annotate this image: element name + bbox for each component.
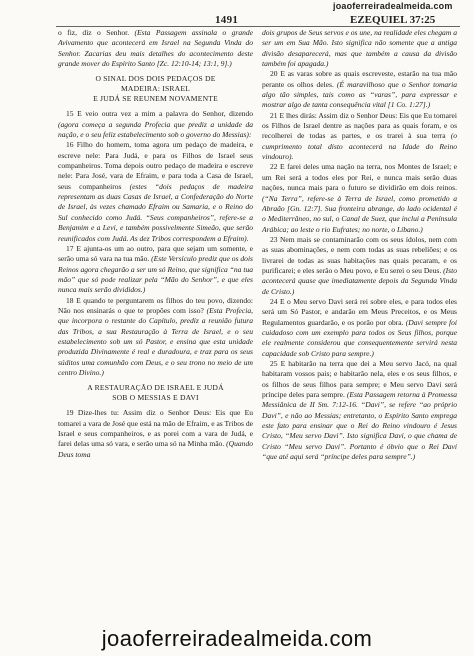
commentary: (Isto acontecerá quase que imediatamente depois da Segunda Vinda de Cristo.) (262, 265, 457, 296)
verse-25 (262, 359, 457, 462)
commentary: (agora começa a segunda Profecia que prediz a unidade da nação, e o seu feliz estabelecimento sob o governo do Messias): (58, 119, 253, 140)
commentary: (“Na Terra”, refere-se à Terra de Israel, como prometido a Abraão [Gn. 12:7]. Sua fronteira abrange, do lado ocidental é o Mediterrâneo, no sul, o Canal de Suez, que inclui a Península Arábica; ao leste o rio Eufrates; no norte, o Líbano.) (262, 193, 457, 234)
page-number: 1491 (215, 14, 239, 26)
verse-text: 17 E ajunta-os um ao outro, para que sejam um somente, e serão uma só vara na tua mão. (58, 243, 253, 264)
commentary: (Quando Deus toma (58, 439, 253, 459)
verse-text: 18 E quando te perguntarem os filhos do teu povo, dizendo: Não nos ensinarás o que te propões com isso? (58, 295, 253, 315)
commentary: (Este Versículo prediz que os dois Reinos agora chegarão a ser um só Reino, que significa “na tua mão” que só pode realizar pela “Mão do Senhor”, e que eles nunca mais serão divididos.) (58, 254, 253, 295)
heading-line: O SINAL DOS DOIS PEDAÇOS DE (95, 74, 216, 84)
verse-18 (58, 296, 253, 379)
commentary: (Esta Passagem retorna à Promessa Messiânica de II Sm. 7:12-16. “Davi”, se refere “ao próprio Davi”, e não ao Messias; entretanto, o Espírito Santo emprega este fato para ensinar que o Rei do Reino vindouro é Jesus Cristo, “Meu servo Davi”. Isto significa Davi, o que chama de Cristo “Meu servo Davi”. Portanto é óbvio que o Rei Davi “que até aqui será “príncipe deles para sempre”.) (262, 390, 458, 462)
verse-text: 16 Filho do homem, toma agora um pedaço de madeira, e escreve nele: Para Judá, e para os Filhos de Israel seus companheiros. Toma depois outro pedaço de madeira e escreve nele: Para José, vara de Efraim, e para toda a Casa de Israel, seus companheiros (58, 140, 253, 191)
verse-text: 15 E veio outra vez a mim a palavra do Senhor, dizendo (66, 109, 253, 119)
heading-line: E JUDÁ SE REUNEM NOVAMENTE (93, 94, 218, 104)
verse-text: 24 E o Meu servo Davi será rei sobre eles, e para todos eles será um Só Pastor, e andarão em Meus Preceitos, e os Meus Regulamentos guardarão, e os porão por obra. (262, 296, 457, 327)
verse-text: 19 Dize-lhes tu: Assim diz o Senhor Deus: Eis que Eu tomarei a vara de José que está na mão de Efraim, e as Tribos de Israel e seus companheiros, e as porei com a vara de Judá, e farei delas uma só vara, e serão uma só na Minha mão. (58, 408, 253, 449)
commentary: (o cumprimento total disto acontecerá na Idade do Reino vindouro). (262, 131, 457, 162)
site-watermark-top: joaoferreiradealmeida.com (333, 1, 453, 11)
verse-text: 23 Nem mais se contaminarão com os seus ídolos, nem com as suas abominações, e nem com todas as suas rebeliões; e os livrarei de todas as suas habitações nas quais pecaram, e os purificarei; e eles serão o Meu povo, e Eu serei o seu Deus. (262, 234, 457, 275)
verse-21 (262, 111, 457, 163)
commentary: (Davi sempre foi cuidadoso com um exemplo para todos os Seus filhos, porque ele realmente considerou que consequentemente servirá nesta capacidade sob Cristo para sempre.) (262, 317, 457, 358)
verse-text: 22 E farei deles uma nação na terra, nos Montes de Israel; e um Rei será a todos eles por Rei, e nunca mais serão duas nações, nunca mais para o futuro se dividirão em dois reinos. (262, 162, 457, 193)
commentary: (Esta Profecia, que incorpora o restante do Capítulo, prediz a reunião futura das Tribos, a sua Restauração à Terra de Israel, e o seu estabelecimento sob um só Pastor, e ensina que esta unidade produzida Divinamente é real e duradoura, e traz para os seus súditos uma comunhão com Deus, e o seu trono no meio de um centro Divino.) (58, 305, 253, 377)
verse-text: 20 E as varas sobre as quais escreveste, estarão na tua mão perante os olhos deles. (262, 69, 457, 89)
paragraph (58, 28, 253, 69)
verse-15 (58, 109, 253, 140)
commentary: (É maravilhoso que o Senhor tomaria algo tão simples, tais como as “varas”, para expressar e mostrar algo de tanta consequência vital [1 Co. 1:27].) (262, 79, 457, 110)
verse-19 (58, 408, 253, 460)
verse-text: 21 E lhes dirás: Assim diz o Senhor Deus: Eis que Eu tomarei os Filhos de Israel dentre as nações para as quais foram, e os recolherei de todas as partes, e os trarei à sua terra (262, 110, 457, 141)
heading-line: MADEIRA: ISRAEL (120, 84, 191, 94)
heading-line: A RESTAURAÇÃO DE ISRAEL E JUDÁ (87, 383, 224, 393)
verse-text: o fiz, diz o Senhor. (58, 28, 130, 37)
section-heading (58, 383, 253, 403)
left-column (58, 28, 253, 460)
verse-text: 25 E habitarão na terra que dei a Meu servo Jacó, na qual habitaram vossos pais; e habitarão nela, eles e os seus filhos, e os filhos de seus filhos para sempre; e Meu servo Davi será príncipe deles para sempre. (262, 359, 457, 400)
verse-16 (58, 140, 253, 243)
section-heading (58, 74, 253, 104)
site-watermark-bottom: joaoferreiradealmeida.com (101, 626, 373, 651)
verse-17 (58, 244, 253, 296)
header-rule (56, 26, 460, 27)
heading-line: SOB O MESSIAS E DAVI (112, 393, 199, 403)
verse-20 (262, 69, 457, 110)
right-column (262, 28, 457, 462)
verse-23 (262, 235, 457, 297)
commentary: (estes “dois pedaços de madeira representam as duas Casas de Israel, a Confederação do Norte de Israel, às vezes chamado Efraim ou Samaria, e o Reino do Sul conhecido como Judá. “Seus companheiros”, refere-se a Benjamim e a Levi, e também possivelmente Simeão, que serão reunificados com Judá. As dez Tribos correspondem a Efraim). (58, 181, 254, 243)
commentary: (Esta Passagem assinala o grande Avivamento que acontecerá em Israel na Segunda Vinda do Senhor. Zacarias deu mais detalhes do acontecimento deste grande mover do Espírito Santo [Zc. 12:10-14; 13:1, 9].) (58, 28, 253, 69)
verse-24 (262, 297, 457, 359)
paragraph (262, 28, 457, 69)
verse-22 (262, 162, 457, 234)
running-head: EZEQUIEL 37:25 (350, 14, 436, 26)
commentary: dois grupos de Seus servos e os une, na realidade eles chegam a ser um em Sua Mão. Isto significa não somente que a antiga divisão desaparecerá, mas que também a causa da divisão também foi apagada.) (262, 28, 457, 69)
